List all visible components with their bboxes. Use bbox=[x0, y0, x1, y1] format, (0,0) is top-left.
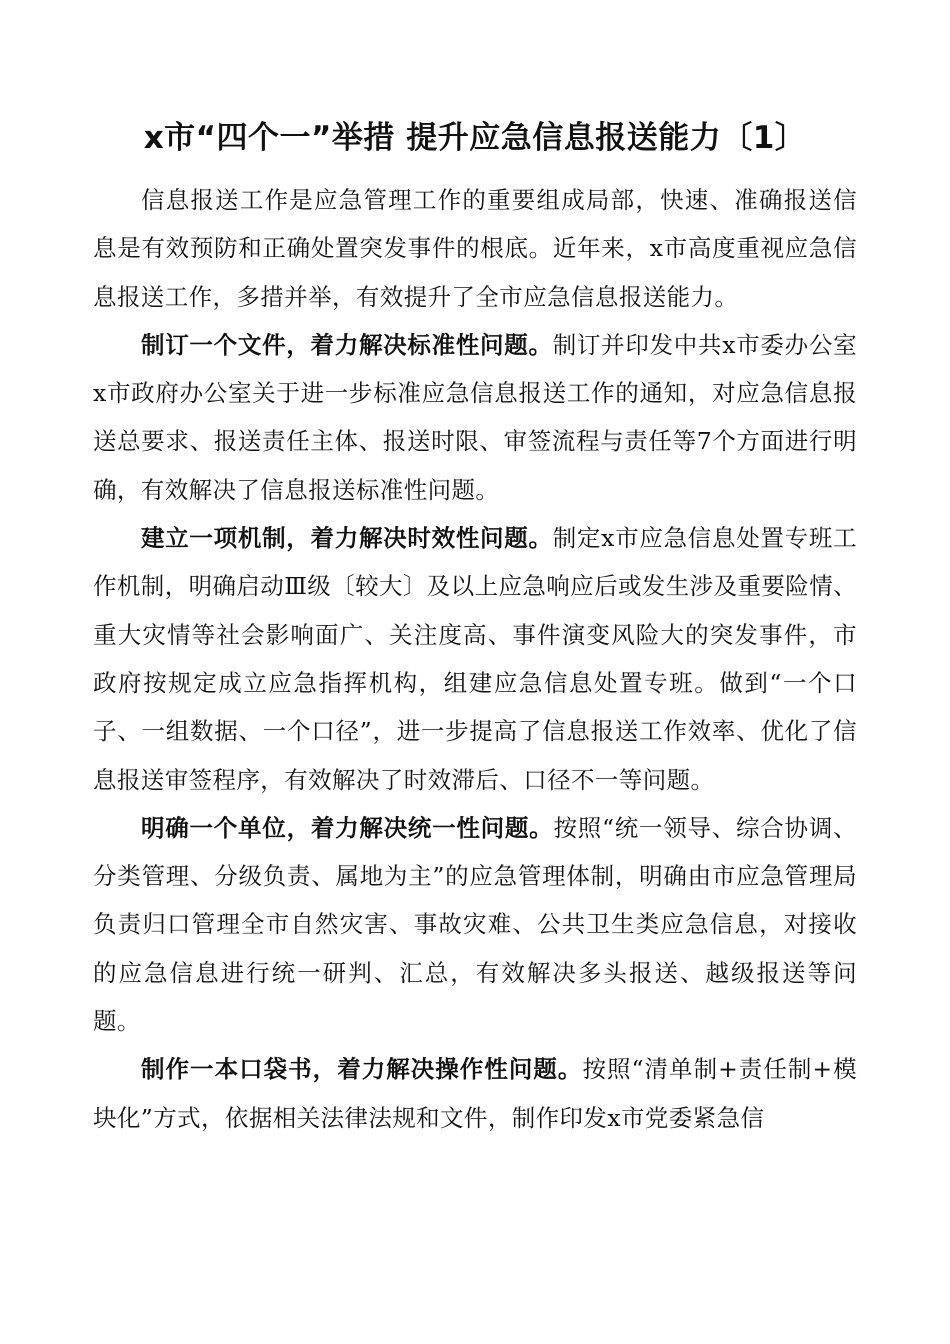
paragraph-unit bbox=[93, 804, 857, 1045]
paragraph-text: 按照“统一领导、综合协调、分类管理、分级负责、属地为主”的应急管理体制，明确由市应急管理局负责归口管理全市自然灾害、事故灾难、公共卫生类应急信息，对接收的应急信息进行统一研判、汇总，有效解决多头报送、越级报送等问题。 bbox=[93, 813, 857, 1036]
paragraph-mechanism bbox=[93, 514, 857, 804]
paragraph-lead: 明确一个单位，着力解决统一性问题。 bbox=[141, 813, 554, 842]
paragraph-lead: 建立一项机制，着力解决时效性问题。 bbox=[141, 524, 553, 553]
paragraph-text: 信息报送工作是应急管理工作的重要组成局部，快速、准确报送信息是有效预防和正确处置突发事件的根底。近年来，x市高度重视应急信息报送工作，多措并举，有效提升了全市应急信息报送能力。 bbox=[93, 186, 857, 311]
paragraph-intro bbox=[93, 176, 857, 321]
paragraph-text: 制定x市应急信息处置专班工作机制，明确启动Ⅲ级〔较大〕及以上应急响应后或发生涉及重要险情、重大灾情等社会影响面广、关注度高、事件演变风险大的突发事件，市政府按规定成立应急指挥机构，组建应急信息处置专班。做到“一个口子、一组数据、一个口径”，进一步提高了信息报送工作效率、优化了信息报送审签程序，有效解决了时效滞后、口径不一等问题。 bbox=[93, 524, 857, 794]
paragraph-text: 按照“清单制+责任制+模块化”方式，依据相关法律法规和文件，制作印发x市党委紧急信 bbox=[93, 1055, 857, 1132]
paragraph-text: 制订并印发中共x市委办公室 x市政府办公室关于进一步标准应急信息报送工作的通知，对应急信息报送总要求、报送责任主体、报送时限、审签流程与责任等7个方面进行明确，有效解决了信息报送标准性问题。 bbox=[93, 330, 857, 504]
paragraph-document bbox=[93, 321, 857, 514]
document-body bbox=[93, 176, 857, 1142]
paragraph-pocketbook bbox=[93, 1045, 857, 1142]
paragraph-lead: 制作一本口袋书，着力解决操作性问题。 bbox=[141, 1055, 583, 1084]
document-title: x市“四个一”举措 提升应急信息报送能力〔1〕 bbox=[143, 120, 807, 156]
paragraph-lead: 制订一个文件，着力解决标准性问题。 bbox=[141, 330, 553, 359]
